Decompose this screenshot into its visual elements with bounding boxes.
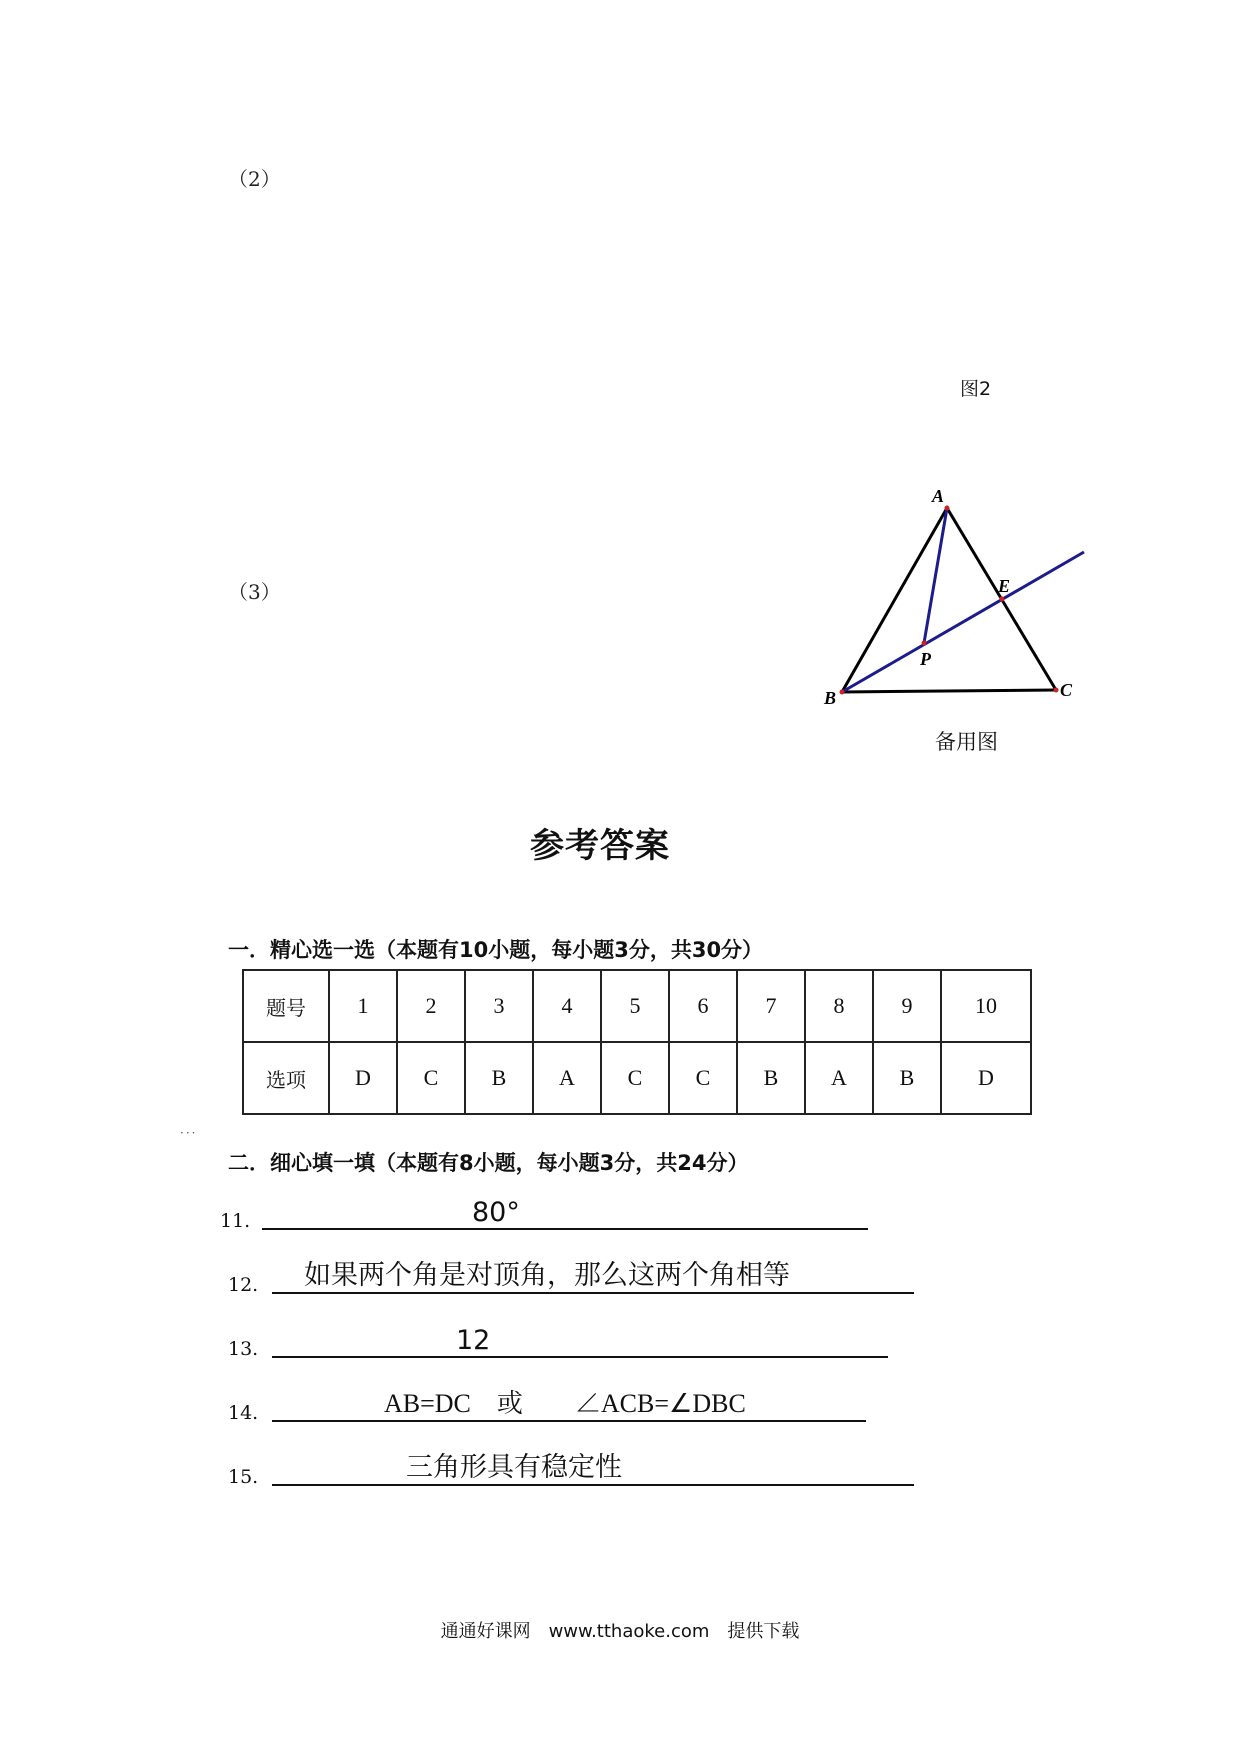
- point-p: [922, 641, 927, 646]
- answer-underline: [272, 1292, 914, 1294]
- table-cell: B: [465, 1042, 533, 1114]
- answer-table: [242, 969, 1032, 1115]
- label-a: A: [932, 486, 945, 506]
- table-cell: C: [601, 1042, 669, 1114]
- fill-item-13: [228, 1322, 928, 1362]
- fill-item-15: [228, 1450, 928, 1490]
- point-c: [1054, 688, 1059, 693]
- answer-underline: [272, 1356, 888, 1358]
- table-cell: B: [873, 1042, 941, 1114]
- table-cell: 1: [329, 970, 397, 1042]
- table-cell: A: [533, 1042, 601, 1114]
- footer-text: 通通好课网 www.tthaoke.com 提供下载: [440, 1621, 800, 1642]
- question-3-label: （3）: [228, 580, 281, 604]
- fill-item-12: [228, 1258, 928, 1298]
- table-cell: 8: [805, 970, 873, 1042]
- label-c: C: [1060, 680, 1073, 700]
- answer-underline: [272, 1420, 866, 1422]
- label-p: P: [920, 649, 931, 669]
- fill-number: 12.: [228, 1274, 259, 1296]
- table-cell: 7: [737, 970, 805, 1042]
- point-b: [840, 690, 845, 695]
- side-bc: [842, 690, 1056, 692]
- ray-be: [842, 552, 1084, 692]
- page-title: 参考答案: [530, 826, 670, 866]
- fill-item-11: [220, 1194, 880, 1234]
- fill-answer: 80°: [472, 1197, 520, 1228]
- stray-dots: ···: [180, 1126, 198, 1140]
- fill-answer: 如果两个角是对顶角，那么这两个角相等: [304, 1260, 790, 1291]
- figure-2-label: 图2: [960, 378, 992, 400]
- point-a: [945, 506, 950, 511]
- table-cell: 10: [941, 970, 1031, 1042]
- question-2-label: （2）: [228, 167, 281, 191]
- table-cell: C: [669, 1042, 737, 1114]
- fill-answer: 12: [456, 1325, 491, 1356]
- fill-item-14: [228, 1386, 928, 1426]
- fill-number: 14.: [228, 1402, 259, 1424]
- label-b: B: [824, 688, 837, 708]
- table-cell: 5: [601, 970, 669, 1042]
- table-cell: B: [737, 1042, 805, 1114]
- fill-number: 11.: [220, 1210, 251, 1232]
- figure-caption: 备用图: [935, 730, 998, 754]
- section-2-heading: 二．细心填一填（本题有8小题，每小题3分，共24分）: [228, 1151, 749, 1175]
- answer-underline: [272, 1484, 914, 1486]
- table-cell: 9: [873, 970, 941, 1042]
- table-cell: 4: [533, 970, 601, 1042]
- fill-number: 13.: [228, 1338, 259, 1360]
- table-cell: A: [805, 1042, 873, 1114]
- point-e: [1000, 597, 1005, 602]
- triangle-figure: [820, 480, 1100, 710]
- table-cell: D: [941, 1042, 1031, 1114]
- table-cell: D: [329, 1042, 397, 1114]
- label-e: E: [998, 576, 1011, 596]
- fill-answer: 三角形具有稳定性: [406, 1452, 622, 1483]
- table-cell: C: [397, 1042, 465, 1114]
- fill-answer: AB=DC 或 ∠ACB=∠DBC: [384, 1389, 746, 1418]
- row-header-number: 题号: [243, 970, 329, 1042]
- fill-number: 15.: [228, 1466, 259, 1488]
- table-row: [243, 1042, 1031, 1114]
- row-header-choice: 选项: [243, 1042, 329, 1114]
- table-row: [243, 970, 1031, 1042]
- section-1-heading: 一．精心选一选（本题有10小题，每小题3分，共30分）: [228, 938, 764, 962]
- table-cell: 6: [669, 970, 737, 1042]
- answer-underline: [262, 1228, 868, 1230]
- table-cell: 2: [397, 970, 465, 1042]
- table-cell: 3: [465, 970, 533, 1042]
